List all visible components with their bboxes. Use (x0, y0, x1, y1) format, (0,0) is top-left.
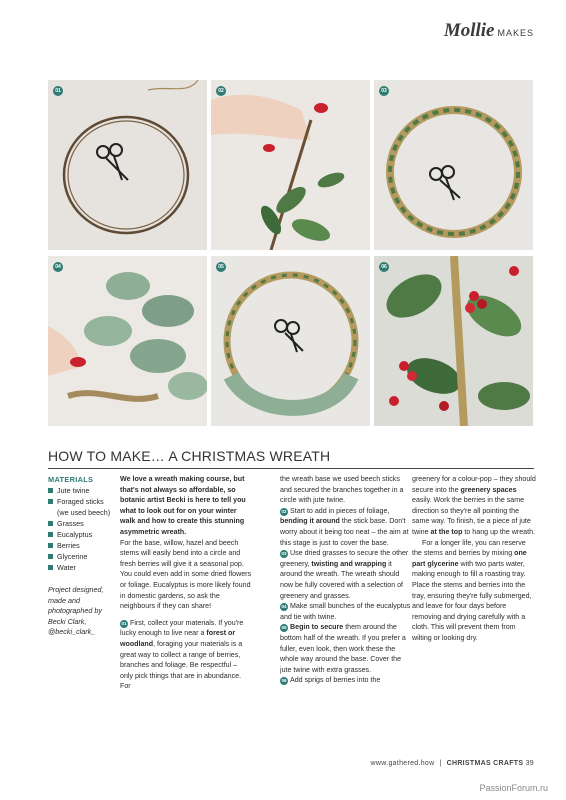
step-text: it around the wreath. The wreath should now be fully covered with a selection of greenery and grasses. (280, 559, 404, 600)
step-text: For a longer life, you can reserve the stems and berries by mixing (412, 538, 526, 558)
step-text: with two parts water, making enough to fill a roasting tray. Place the stems and berries into the tray, ensuring they're fully submerged, and leave for four days before removing and drying carefully with a cloth. This will prevent them from wilting or looking dry. (412, 559, 532, 642)
step-text: Use dried grasses to secure the other greenery, (280, 549, 409, 568)
step-number-icon: 04 (281, 604, 287, 610)
watermark: PassionForum.ru (479, 783, 548, 793)
step-number-badge: 01 (53, 86, 63, 96)
body-paragraph: the wreath base we used beech sticks and secured the branches together in a circle with jute twine. (280, 475, 404, 505)
step-number-badge: 02 (216, 86, 226, 96)
list-item: Foraged sticks (we used beech) (48, 496, 114, 518)
step-text: First, collect your materials. If you're lucky enough to live near a (120, 618, 244, 638)
brand-script: Mollie (443, 20, 495, 41)
photo-step-05 (211, 256, 370, 426)
step-number-badge: 05 (216, 262, 226, 272)
list-item: Berries (48, 540, 114, 551)
step-emphasis: bending it around (280, 517, 340, 526)
intro-text: We love a wreath making course, but that's not always so affordable, so botanic artist Becki is here to tell you what to look out for on your winter walk and how to create this stunning asymmetric wreath. (120, 475, 246, 536)
step-emphasis: twisting and wrapping (311, 559, 387, 568)
step-emphasis: forest or woodland (120, 629, 236, 648)
step-emphasis: greenery spaces (460, 485, 517, 494)
page-footer: www.gathered.how | CHRISTMAS CRAFTS 39 (370, 760, 534, 767)
step-number-icon: 05 (281, 625, 287, 631)
step-text: easily. Work the berries in the same direction so they're all pointing the same way. To finish, tie a piece of jute twine (412, 496, 531, 536)
photo-step-02 (211, 80, 370, 250)
photo-step-01 (48, 80, 207, 250)
step-text: to hang up the wreath. (462, 527, 536, 536)
list-item: Glycerine (48, 551, 114, 562)
page-number: 39 (525, 760, 534, 767)
list-item: Jute twine (48, 485, 114, 496)
brand-makes: MAKES (497, 28, 534, 38)
text-column-3 (412, 474, 536, 644)
step-text: them around the bottom half of the wreath. If you prefer a fuller, even look, then work these the whole way around the base. Cover the jute twine with extra grasses. (280, 623, 406, 674)
step-emphasis: one part glycerine (412, 549, 527, 568)
step-text: , foraging your materials is a great way to collect a range of berries, branches and foliage. Be respectful – only pick things that are in abundance. For (120, 639, 243, 691)
footer-section: CHRISTMAS CRAFTS (446, 760, 524, 767)
brand-logo (444, 20, 534, 42)
photo-step-03 (374, 80, 533, 250)
footer-url: www.gathered.how (370, 760, 435, 767)
step-text: greenery for a colour-pop – they should secure into the (412, 475, 536, 494)
photo-step-04 (48, 256, 207, 426)
text-column-2 (280, 474, 412, 686)
step-text: Make small bunches of the eucalyptus and tie with twine. (280, 602, 411, 621)
step-number-icon: 06 (281, 678, 287, 684)
step-number-icon: 01 (121, 620, 127, 626)
step-text: the stick base. Don't worry about it being too neat – the aim at this stage is just to cover the base. (280, 517, 409, 547)
list-item: Water (48, 562, 114, 573)
materials-list (48, 485, 114, 573)
text-column-1 (120, 474, 252, 692)
body-paragraph: For the base, willow, hazel and beech stems will easily bend into a circle and fresh berries will give it a seasonal pop. You could even add in some dried flowers or foliage. Eucalyptus is more likely found in domestic gardens, so ask the neighbours if they can share! (120, 538, 252, 611)
step-number-icon: 03 (281, 551, 287, 557)
photo-grid (48, 80, 534, 426)
materials-title: MATERIALS (48, 475, 94, 484)
step-number-icon: 02 (281, 508, 287, 514)
step-number-badge: 04 (53, 262, 63, 272)
list-item: Grasses (48, 518, 114, 529)
article-heading: HOW TO MAKE… A CHRISTMAS WREATH (48, 448, 534, 469)
step-text: Start to add in pieces of foliage, (290, 506, 390, 515)
project-credit: Project designed, made and photographed by Becki Clark, @becki_clark_ (48, 585, 104, 636)
step-text: Add sprigs of berries into the (290, 676, 381, 685)
step-emphasis: at the top (430, 527, 463, 536)
step-number-badge: 06 (379, 262, 389, 272)
list-item: Eucalyptus (48, 529, 114, 540)
step-emphasis: Begin to secure (290, 623, 344, 632)
step-number-badge: 03 (379, 86, 389, 96)
materials-sidebar (48, 474, 114, 638)
photo-step-06 (374, 256, 533, 426)
